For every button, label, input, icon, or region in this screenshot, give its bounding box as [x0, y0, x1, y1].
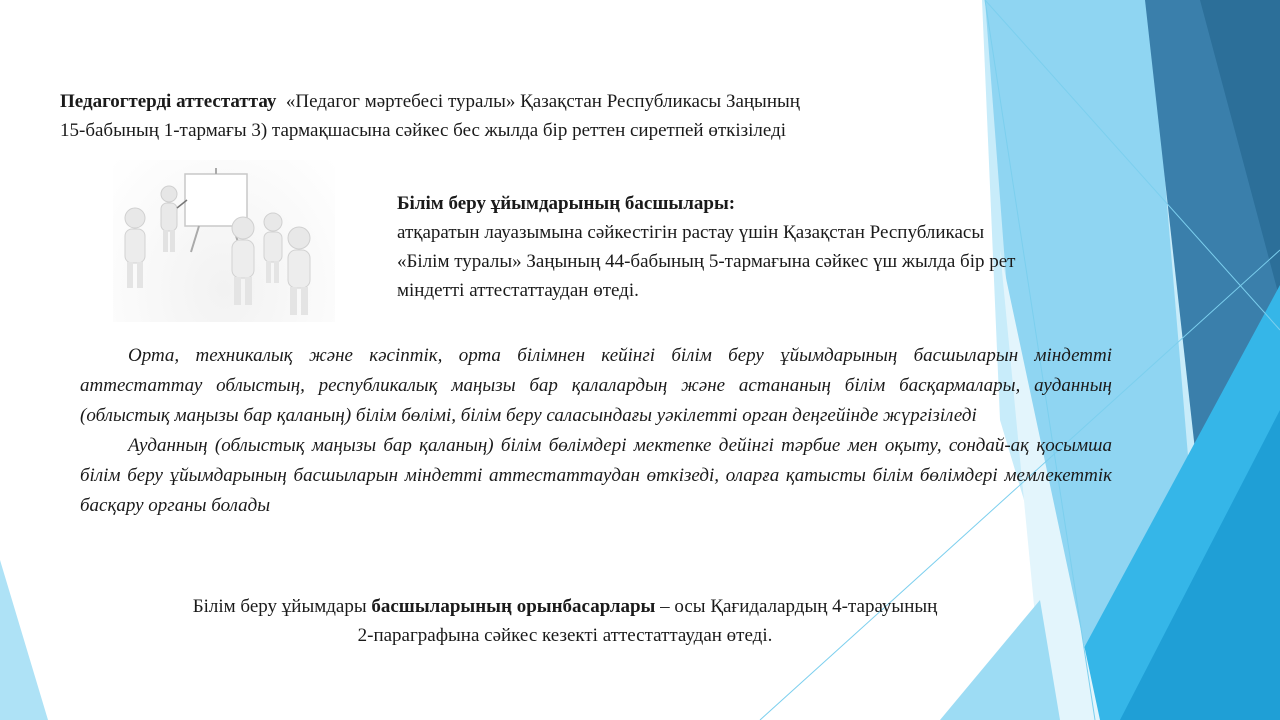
deputies-bold: басшыларының орынбасарлары: [371, 596, 656, 617]
heads-line1: атқаратын лауазымына сәйкестігін растау үшін Қазақстан Республикасы: [397, 222, 985, 243]
presentation-illustration: [113, 160, 335, 322]
intro-bold: Педагогтерді аттестаттау: [60, 91, 277, 112]
heads-line2: «Білім туралы» Заңының 44-бабының 5-тармағына сәйкес үш жылда бір рет: [397, 251, 1016, 272]
people-board-icon: [113, 160, 335, 322]
intro-line2: 15-бабының 1-тармағы 3) тармақшасына сәйкес бес жылда бір реттен сиретпей өткізіледі: [60, 120, 787, 141]
intro-rest: «Педагог мәртебесі туралы» Қазақстан Республикасы Заңының: [285, 91, 800, 112]
deputies-line2: 2-параграфына сәйкес кезекті аттестаттаудан өтеді.: [357, 625, 773, 646]
heads-line3: міндетті аттестаттаудан өтеді.: [397, 280, 639, 301]
deputies-paragraph: [40, 592, 1090, 650]
heads-title: Білім беру ұйымдарының басшылары:: [397, 193, 736, 214]
deputies-pre: Білім беру ұйымдары: [192, 596, 372, 617]
heads-paragraph: [397, 189, 1197, 305]
deputies-post: – осы Қағидалардың 4-тарауының: [655, 596, 938, 617]
italic-paragraphs: [80, 341, 1112, 521]
intro-paragraph: [60, 87, 1020, 145]
italic-paragraph-1: Орта, техникалық және кәсіптік, орта білімнен кейінгі білім беру ұйымдарының басшыларын міндетті аттестаттау облыстың, республикалық маңызы бар қалалардың және астананың білім басқармалары, ауданның (облыстық маңызы бар қаланың) білім бөлімі, білім беру саласындағы уәкілетті орган деңгейінде жүргізіледі: [80, 345, 1112, 426]
italic-paragraph-2: Ауданның (облыстық маңызы бар қаланың) білім бөлімдері мектепке дейінгі тәрбие мен оқыту, сондай-ақ қосымша білім беру ұйымдарының басшыларын міндетті аттестаттаудан өткізеді, оларға қатысты білім бөлімдері мемлекеттік басқару органы болады: [80, 435, 1112, 516]
